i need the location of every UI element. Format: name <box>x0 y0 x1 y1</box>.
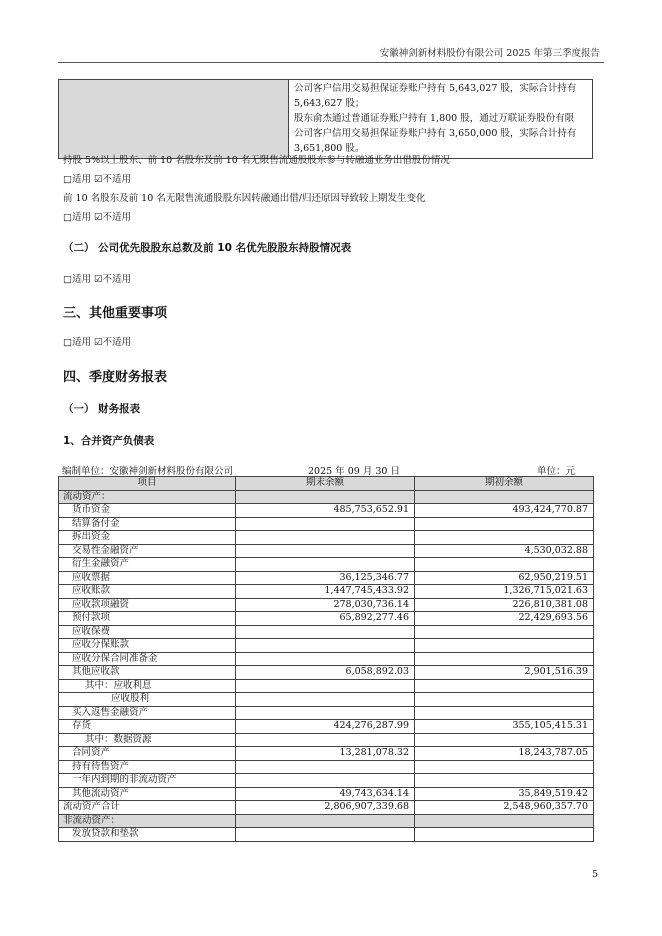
ending-balance-cell: 65,892,277.46 <box>236 612 415 626</box>
opening-balance-cell: 2,901,516.39 <box>415 666 594 680</box>
row-label: 一年内到期的非流动资产 <box>59 774 236 788</box>
opening-balance-cell: 226,810,381.08 <box>415 598 594 612</box>
applicability-checkbox: □适用 ☑不适用 <box>63 274 132 285</box>
page-header: 安徽神剑新材料股份有限公司 2025 年第三季度报告 <box>379 48 600 59</box>
opening-balance-cell <box>415 706 594 720</box>
note-line: 公司客户信用交易担保证券账户持有 3,650,000 股，实际合计持有 <box>294 128 577 139</box>
ending-balance-cell: 424,276,287.99 <box>236 720 415 734</box>
ending-balance-cell <box>236 490 415 504</box>
table-row <box>59 80 593 159</box>
ending-balance-cell <box>236 828 415 842</box>
row-label: 应收款项融资 <box>59 598 236 612</box>
ending-balance-cell <box>236 625 415 639</box>
balance-sheet-heading: 1、合并资产负债表 <box>63 435 155 447</box>
ending-balance-cell <box>236 639 415 653</box>
row-label: 应收分保账款 <box>59 639 236 653</box>
financial-statements-heading: 四、季度财务报表 <box>63 370 168 385</box>
report-date: 2025 年 09 月 30 日 <box>308 466 400 477</box>
preparing-unit: 编制单位：安徽神剑新材料股份有限公司 <box>62 466 234 477</box>
row-label: 非流动资产： <box>59 814 236 828</box>
note-line: 5,643,627 股； <box>294 98 365 109</box>
table-row <box>59 585 594 599</box>
preferred-shareholders-heading: （二） 公司优先股股东总数及前 10 名优先股股东持股情况表 <box>63 242 352 254</box>
opening-balance-cell: 22,429,693.56 <box>415 612 594 626</box>
ending-balance-cell <box>236 814 415 828</box>
row-label: 应收股利 <box>59 693 236 707</box>
note-line: 股东俞杰通过普通证券账户持有 1,800 股，通过万联证券股份有限 <box>294 113 575 124</box>
table-header-row <box>59 477 594 491</box>
shareholder-table-continued <box>58 79 593 159</box>
opening-balance-cell: 493,424,770.87 <box>415 504 594 518</box>
opening-balance-cell <box>415 558 594 572</box>
table-row <box>59 760 594 774</box>
row-label: 存货 <box>59 720 236 734</box>
row-label: 其他应收款 <box>59 666 236 680</box>
opening-balance-cell <box>415 625 594 639</box>
ending-balance-cell: 485,753,652.91 <box>236 504 415 518</box>
opening-balance-cell <box>415 490 594 504</box>
table-row <box>59 679 594 693</box>
applicability-checkbox: □适用 ☑不适用 <box>63 212 132 223</box>
row-label: 衍生金融资产 <box>59 558 236 572</box>
table-row <box>59 693 594 707</box>
opening-balance-cell: 35,849,519.42 <box>415 787 594 801</box>
empty-gray-cell <box>59 80 289 159</box>
row-label: 应收账款 <box>59 585 236 599</box>
table-row <box>59 774 594 788</box>
refinancing-lending-text: 持股 5%以上股东、前 10 名股东及前 10 名无限售流通股股东参与转融通业务出借股份情况 <box>63 155 450 166</box>
table-row <box>59 652 594 666</box>
applicability-checkbox: □适用 ☑不适用 <box>63 174 132 185</box>
row-label: 流动资产合计 <box>59 801 236 815</box>
table-row <box>59 625 594 639</box>
ending-balance-cell <box>236 558 415 572</box>
ending-balance-cell <box>236 544 415 558</box>
table-row <box>59 544 594 558</box>
opening-balance-cell: 2,548,960,357.70 <box>415 801 594 815</box>
ending-balance-cell: 36,125,346.77 <box>236 571 415 585</box>
balance-sheet-body <box>59 490 594 841</box>
row-label: 合同资产 <box>59 747 236 761</box>
column-header-opening-balance: 期初余额 <box>415 477 594 491</box>
financial-reports-subheading: （一） 财务报表 <box>63 403 141 415</box>
ending-balance-cell <box>236 733 415 747</box>
table-row <box>59 598 594 612</box>
opening-balance-cell: 62,950,219.51 <box>415 571 594 585</box>
row-label: 结算备付金 <box>59 517 236 531</box>
row-label: 货币资金 <box>59 504 236 518</box>
opening-balance-cell <box>415 733 594 747</box>
opening-balance-cell <box>415 774 594 788</box>
ending-balance-cell <box>236 517 415 531</box>
table-row <box>59 706 594 720</box>
opening-balance-cell: 4,530,032.88 <box>415 544 594 558</box>
ending-balance-cell <box>236 652 415 666</box>
row-label: 预付款项 <box>59 612 236 626</box>
other-matters-heading: 三、其他重要事项 <box>63 306 168 321</box>
opening-balance-cell <box>415 652 594 666</box>
applicability-checkbox: □适用 ☑不适用 <box>63 337 132 348</box>
opening-balance-cell <box>415 639 594 653</box>
balance-sheet-table <box>58 476 594 842</box>
table-row <box>59 828 594 842</box>
opening-balance-cell <box>415 679 594 693</box>
page-number: 5 <box>591 869 598 880</box>
row-label: 流动资产： <box>59 490 236 504</box>
table-row <box>59 490 594 504</box>
opening-balance-cell <box>415 760 594 774</box>
table-row <box>59 612 594 626</box>
opening-balance-cell <box>415 814 594 828</box>
note-line: 公司客户信用交易担保证券账户持有 5,643,027 股，实际合计持有 <box>294 83 577 94</box>
table-row <box>59 504 594 518</box>
ending-balance-cell <box>236 774 415 788</box>
shareholder-note-cell <box>289 80 593 159</box>
header-rule <box>58 62 604 63</box>
row-label: 其他流动资产 <box>59 787 236 801</box>
table-row <box>59 747 594 761</box>
opening-balance-cell: 355,105,415.31 <box>415 720 594 734</box>
ending-balance-cell <box>236 693 415 707</box>
ending-balance-cell <box>236 679 415 693</box>
ending-balance-cell: 1,447,745,433.92 <box>236 585 415 599</box>
refinancing-change-text: 前 10 名股东及前 10 名无限售流通股股东因转融通出借/归还原因导致较上期发生变化 <box>63 193 426 204</box>
table-row <box>59 720 594 734</box>
row-label: 交易性金融资产 <box>59 544 236 558</box>
ending-balance-cell: 6,058,892.03 <box>236 666 415 680</box>
ending-balance-cell: 13,281,078.32 <box>236 747 415 761</box>
opening-balance-cell: 1,326,715,021.63 <box>415 585 594 599</box>
ending-balance-cell: 278,030,736.14 <box>236 598 415 612</box>
table-row <box>59 666 594 680</box>
row-label: 拆出资金 <box>59 531 236 545</box>
table-row <box>59 801 594 815</box>
row-label: 其中：应收利息 <box>59 679 236 693</box>
opening-balance-cell <box>415 517 594 531</box>
row-label: 其中：数据资源 <box>59 733 236 747</box>
opening-balance-cell <box>415 693 594 707</box>
ending-balance-cell <box>236 706 415 720</box>
table-row <box>59 571 594 585</box>
column-header-ending-balance: 期末余额 <box>236 477 415 491</box>
opening-balance-cell: 18,243,787.05 <box>415 747 594 761</box>
ending-balance-cell: 49,743,634.14 <box>236 787 415 801</box>
table-row <box>59 558 594 572</box>
table-row <box>59 787 594 801</box>
row-label: 应收保费 <box>59 625 236 639</box>
table-row <box>59 814 594 828</box>
table-row <box>59 517 594 531</box>
table-row <box>59 733 594 747</box>
currency-unit: 单位：元 <box>537 466 576 477</box>
ending-balance-cell <box>236 531 415 545</box>
column-header-item: 项目 <box>59 477 236 491</box>
opening-balance-cell <box>415 531 594 545</box>
table-row <box>59 531 594 545</box>
row-label: 持有待售资产 <box>59 760 236 774</box>
row-label: 发放贷款和垫款 <box>59 828 236 842</box>
note-line: 3,651,800 股。 <box>294 143 365 154</box>
row-label: 应收分保合同准备金 <box>59 652 236 666</box>
row-label: 应收票据 <box>59 571 236 585</box>
row-label: 买入返售金融资产 <box>59 706 236 720</box>
ending-balance-cell <box>236 760 415 774</box>
table-row <box>59 639 594 653</box>
opening-balance-cell <box>415 828 594 842</box>
ending-balance-cell: 2,806,907,339.68 <box>236 801 415 815</box>
